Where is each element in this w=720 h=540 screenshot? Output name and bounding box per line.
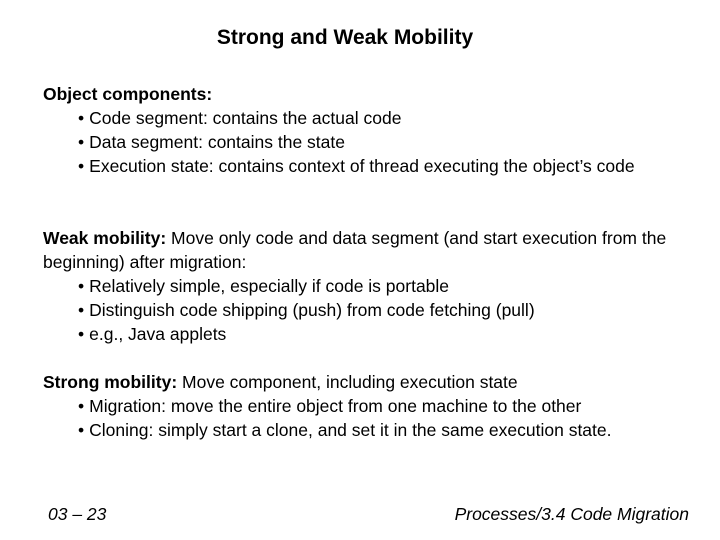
bullet-item xyxy=(43,130,703,154)
bullet-item xyxy=(43,298,703,322)
bullet-text: Code segment: contains the actual code xyxy=(89,108,402,128)
section-heading: Weak mobility: xyxy=(43,228,167,248)
section-lead xyxy=(43,226,703,274)
slide-title: Strong and Weak Mobility xyxy=(216,26,474,49)
bullet-text: Execution state: contains context of thread executing the object’s code xyxy=(89,156,635,176)
bullet-list xyxy=(43,274,703,346)
bullet-item xyxy=(43,418,703,442)
bullet-list xyxy=(43,106,703,178)
section-heading: Object components: xyxy=(43,84,213,104)
bullet-list xyxy=(43,394,703,442)
bullet-text: Migration: move the entire object from one machine to the other xyxy=(89,396,582,416)
bullet-text: Relatively simple, especially if code is portable xyxy=(89,276,450,296)
bullet-item xyxy=(43,154,703,178)
section-intro: Move only code and data segment (and start execution from the beginning) after migration: xyxy=(43,228,667,272)
bullet-icon: • xyxy=(78,156,85,176)
section-strong-mobility xyxy=(43,370,703,442)
slide-number: 03 – 23 xyxy=(48,504,107,524)
section-heading: Strong mobility: xyxy=(43,372,178,392)
section-lead xyxy=(43,370,703,394)
bullet-icon: • xyxy=(78,324,85,344)
bullet-text: Distinguish code shipping (push) from code fetching (pull) xyxy=(89,300,535,320)
bullet-icon: • xyxy=(78,300,85,320)
section-weak-mobility xyxy=(43,226,703,346)
bullet-text: Cloning: simply start a clone, and set it in the same execution state. xyxy=(89,420,612,440)
bullet-icon: • xyxy=(78,396,85,416)
bullet-item xyxy=(43,106,703,130)
bullet-icon: • xyxy=(78,420,85,440)
bullet-text: Data segment: contains the state xyxy=(89,132,345,152)
bullet-icon: • xyxy=(78,108,85,128)
bullet-icon: • xyxy=(78,132,85,152)
footer-section-label: Processes/3.4 Code Migration xyxy=(454,504,689,524)
bullet-item xyxy=(43,394,703,418)
bullet-item xyxy=(43,322,703,346)
section-lead xyxy=(43,82,703,106)
section-object-components xyxy=(43,82,703,178)
section-intro: Move component, including execution state xyxy=(177,372,518,392)
bullet-item xyxy=(43,274,703,298)
bullet-icon: • xyxy=(78,276,85,296)
bullet-text: e.g., Java applets xyxy=(89,324,227,344)
